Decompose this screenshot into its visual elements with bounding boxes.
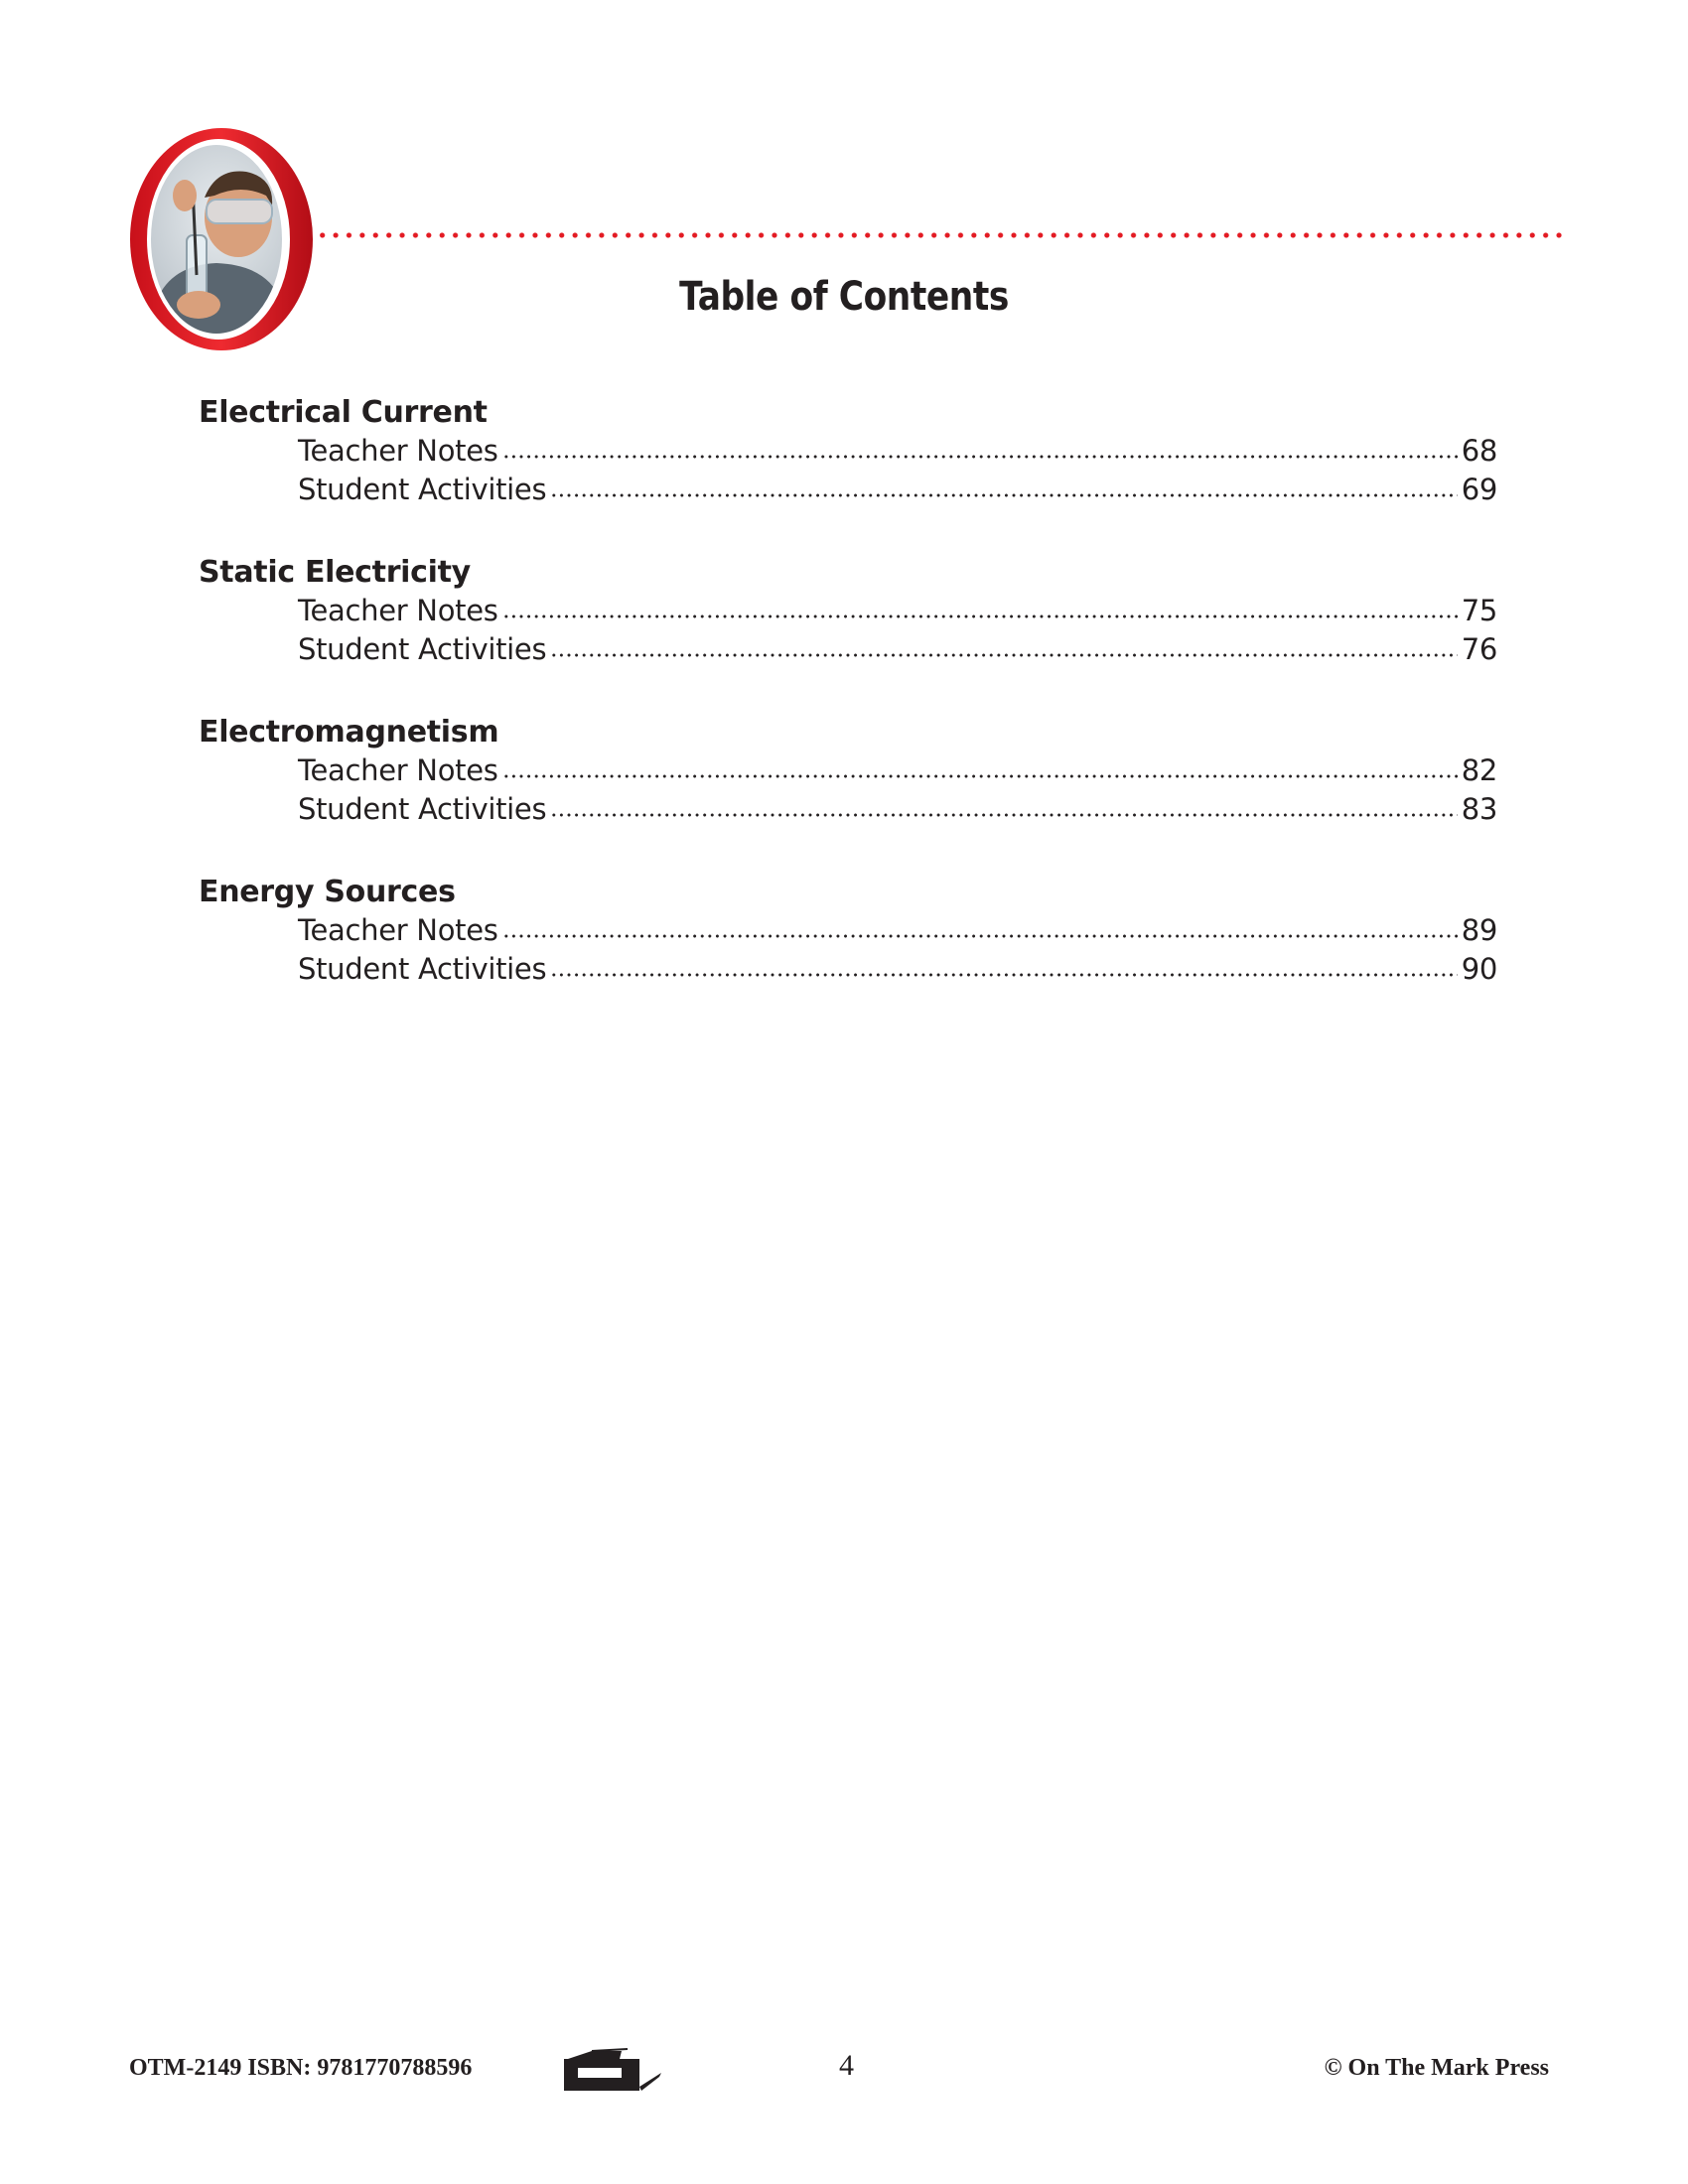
toc-section	[199, 553, 1499, 669]
footer-code-isbn: OTM-2149 ISBN: 9781770788596	[129, 2055, 473, 2081]
page-title: Table of Contents	[679, 274, 1009, 320]
entry-page-number: 83	[1461, 792, 1497, 826]
entry-label: Teacher Notes	[298, 594, 498, 627]
dot-leader	[550, 493, 1457, 497]
toc-section	[199, 393, 1499, 509]
page-footer	[0, 2047, 1688, 2107]
dot-leader	[502, 774, 1458, 778]
toc-entry[interactable]	[298, 790, 1497, 829]
entry-label: Student Activities	[298, 473, 547, 506]
dot-leader	[502, 455, 1458, 459]
entry-label: Student Activities	[298, 952, 547, 986]
photocopier-icon	[562, 2047, 663, 2097]
dot-leader	[550, 653, 1457, 657]
entry-page-number: 75	[1461, 594, 1497, 627]
toc-entry[interactable]	[298, 471, 1497, 509]
section-heading: Electromagnetism	[199, 715, 499, 750]
toc-entry[interactable]	[298, 630, 1497, 669]
toc-entry[interactable]	[298, 751, 1497, 790]
section-heading: Static Electricity	[199, 555, 471, 590]
page-number: 4	[839, 2049, 854, 2082]
boy-with-goggles-photo	[127, 126, 316, 352]
section-heading: Electrical Current	[199, 395, 488, 430]
toc-entry[interactable]	[298, 911, 1497, 950]
entry-label: Teacher Notes	[298, 753, 498, 787]
entry-page-number: 69	[1461, 473, 1497, 506]
toc-entry[interactable]	[298, 950, 1497, 989]
dot-leader	[550, 973, 1457, 977]
entry-page-number: 76	[1461, 632, 1497, 666]
entry-page-number: 68	[1461, 434, 1497, 468]
header-photo-badge	[127, 126, 316, 352]
toc-section	[199, 873, 1499, 989]
table-of-contents	[199, 393, 1499, 1032]
entry-label: Student Activities	[298, 632, 547, 666]
entry-label: Teacher Notes	[298, 913, 498, 947]
entry-page-number: 89	[1461, 913, 1497, 947]
section-heading: Energy Sources	[199, 875, 456, 909]
header-dotted-rule	[316, 231, 1567, 239]
footer-copyright: © On The Mark Press	[1324, 2055, 1549, 2081]
dot-leader	[502, 934, 1458, 938]
toc-entry[interactable]	[298, 592, 1497, 630]
toc-section	[199, 713, 1499, 829]
dot-leader	[502, 614, 1458, 618]
entry-page-number: 90	[1461, 952, 1497, 986]
entry-label: Student Activities	[298, 792, 547, 826]
entry-label: Teacher Notes	[298, 434, 498, 468]
toc-entry[interactable]	[298, 432, 1497, 471]
dot-leader	[550, 813, 1457, 817]
entry-page-number: 82	[1461, 753, 1497, 787]
